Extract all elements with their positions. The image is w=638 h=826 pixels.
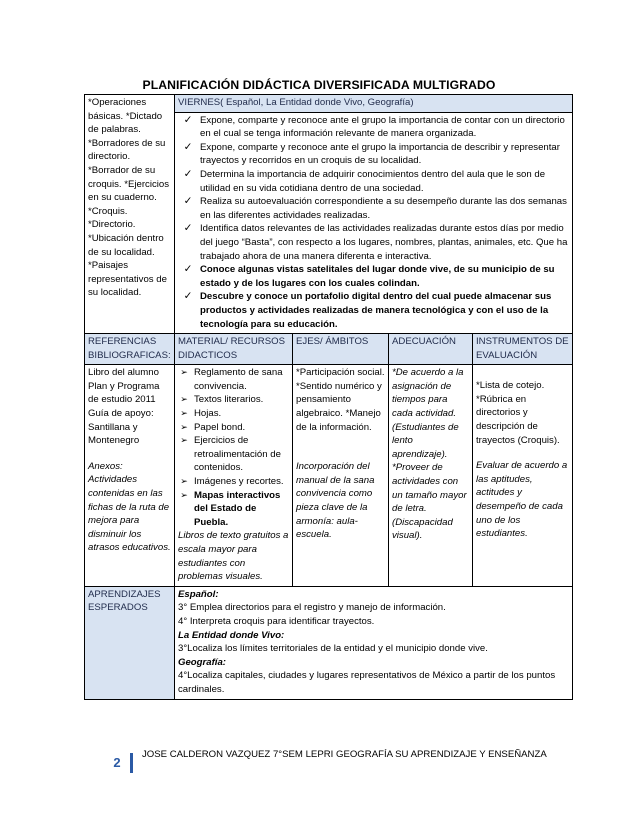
material-list [178,366,289,529]
ejes-cell [293,365,389,587]
header-label: INSTRUMENTOS DE EVALUACIÓN [476,336,569,361]
instrumentos-cell [473,365,573,587]
espanol-title: Español: [178,588,219,600]
material-text: Hojas. [194,408,222,420]
planning-table [84,94,573,700]
material-cell [175,365,293,587]
materials-left-cell [85,95,175,334]
referencias-anexos: Anexos: Actividades contenidas en las fichas de la ruta de mejora para disminuir los atrasos educativos. [88,460,171,554]
aprendizajes-label-cell [85,586,175,699]
checkmark-icon: ✓ [183,140,193,153]
arrow-bullet-icon: ➢ [180,435,188,446]
checkmark-icon: ✓ [183,113,193,126]
materials-left-text: *Operaciones básicas. *Dictado de palabras. *Borradores de su directorio. *Borrador de su croquis. *Ejercicios en su cuaderno. *Croquis. *Directorio. *Ubicación dentro de su localidad. *Paisajes representativos de su localidad. [88,97,170,299]
material-text: Textos literarios. [194,394,264,406]
referencias-cell [85,365,175,587]
activity-item [178,263,569,290]
activity-item [178,195,569,222]
checkmark-icon: ✓ [183,195,193,208]
material-text: Reglamento de sana convivencia. [194,367,283,392]
header-material [175,334,293,365]
activities-row [85,95,573,113]
activity-item [178,168,569,195]
activity-text: Descubre y conoce un portafolio digital dentro del cual puede almacenar sus productos y actividades realizadas de manera tecnológica y con el uso de la tecnología para su educación. [200,291,552,330]
section-header-row [85,334,573,365]
ejes-extra: Incorporación del manual de la sana convivencia como pieza clave de la armonía: aula-escuela. [296,461,375,541]
aprendizajes-label: APRENDIZAJES ESPERADOS [88,588,161,614]
espanol-text: 3° Emplea directorios para el registro y manejo de información. [178,602,446,614]
instrumentos-main: *Lista de cotejo. *Rúbrica en directorios y descripción de trayectos (Croquis). [476,380,560,446]
footer-text: JOSE CALDERON VAZQUEZ 7°SEM LEPRI GEOGRAFÍA SU APRENDIZAJE Y ENSEÑANZA [142,749,547,760]
arrow-bullet-icon: ➢ [180,489,188,500]
material-extra: Libros de texto gratuitos a escala mayor para estudiantes con problemas visuales. [178,530,289,583]
arrow-bullet-icon: ➢ [180,476,188,487]
material-item [178,393,289,407]
section-content-row [85,365,573,587]
ejes-main: *Participación social. *Sentido numérico y pensamiento algebraico. *Manejo de la información. [296,367,385,433]
activity-text: Expone, comparte y reconoce ante el grupo la importancia de contar con un directorio en el cual se tenga información relevante de manera organizada. [200,114,565,140]
checkmark-icon: ✓ [183,290,193,303]
referencias-main: Libro del alumno Plan y Programa de estudio 2011 Guía de apoyo: Santillana y Montenegro [88,367,160,447]
arrow-bullet-icon: ➢ [180,367,188,378]
header-label: MATERIAL/ RECURSOS DIDACTICOS [178,336,285,361]
header-label: ADECUACIÓN [392,336,456,348]
day-header-cell [175,95,573,113]
adecuacion-part1: *De acuerdo a la asignación de tiempos para cada actividad. (Estudiantes de lento aprendizaje). [392,367,464,460]
adecuacion-cell [389,365,473,587]
activity-item [178,141,569,168]
geografia-text: 4°Localiza capitales, ciudades y lugares representativos de México a partir de los puntos cardinales. [178,670,556,695]
header-ejes [293,334,389,365]
material-item [178,434,289,475]
arrow-bullet-icon: ➢ [180,408,188,419]
checkmark-icon: ✓ [183,222,193,235]
material-text: Ejercicios de retroalimentación de contenidos. [194,435,281,474]
aprendizajes-content-cell [175,586,573,699]
material-item [178,489,289,530]
instrumentos-extra: Evaluar de acuerdo a las aptitudes, actitudes y desempeño de cada uno de los estudiantes. [476,460,568,540]
page-footer [104,746,574,776]
material-text: Mapas interactivos del Estado de Puebla. [194,489,281,528]
material-text: Imágenes y recortes. [194,476,284,488]
header-adecuacion [389,334,473,365]
arrow-bullet-icon: ➢ [180,394,188,405]
material-text: Papel bond. [194,421,246,433]
activity-text: Conoce algunas vistas satelitales del lugar donde vive, de su municipio de su estado y de los lugares con los cuales colindan. [200,264,555,289]
activity-text: Realiza su autoevaluación correspondiente a su desempeño durante las dos semanas en las diferentes actividades realizadas. [200,196,567,221]
checkmark-icon: ✓ [183,263,193,276]
header-instrumentos [473,334,573,365]
entidad-text: 3°Localiza los límites territoriales de la entidad y el municipio donde vive. [178,643,488,655]
aprendizajes-row [85,586,573,699]
espanol-text-2: 4° Interpreta croquis para identificar trayectos. [178,615,375,627]
header-label: EJES/ ÁMBITOS [296,336,369,348]
page-title: PLANIFICACIÓN DIDÁCTICA DIVERSIFICADA MULTIGRADO [142,78,496,92]
header-label: REFERENCIAS BIBLIOGRAFICAS: [88,336,171,361]
day-header: VIERNES( Español, La Entidad donde Vivo, Geografía) [178,97,414,108]
activity-item [178,114,569,141]
activity-text: Identifica datos relevantes de las actividades realizadas durante estos días por medio del juego “Basta”, con respecto a los lugares, nombres, plantas, animales, etc. Que ha trabajado ahora de una manera diferenta e interactiva. [200,223,568,262]
activity-item [178,290,569,331]
activity-item [178,222,569,263]
page-number: 2 [104,753,133,773]
geografia-title: Geografía: [178,656,226,668]
activity-text: Expone, comparte y reconoce ante el grupo la importancia de describir y representar trayectos y recorridos en un croquis de su localidad. [200,141,560,167]
arrow-bullet-icon: ➢ [180,421,188,432]
material-item [178,366,289,393]
material-item [178,421,289,435]
header-referencias [85,334,175,365]
material-item [178,407,289,421]
adecuacion-part2: *Proveer de actividades con un tamaño mayor de letra. (Discapacidad visual). [392,462,467,542]
activities-cell [175,112,573,334]
entidad-title: La Entidad donde Vivo: [178,629,285,641]
material-item [178,475,289,489]
activity-text: Determina la importancia de adquirir conocimientos dentro del aula que le son de utilidad en su vida cotidiana dentro de una sociedad. [200,168,546,194]
checkmark-icon: ✓ [183,167,193,180]
activities-list [178,114,569,332]
